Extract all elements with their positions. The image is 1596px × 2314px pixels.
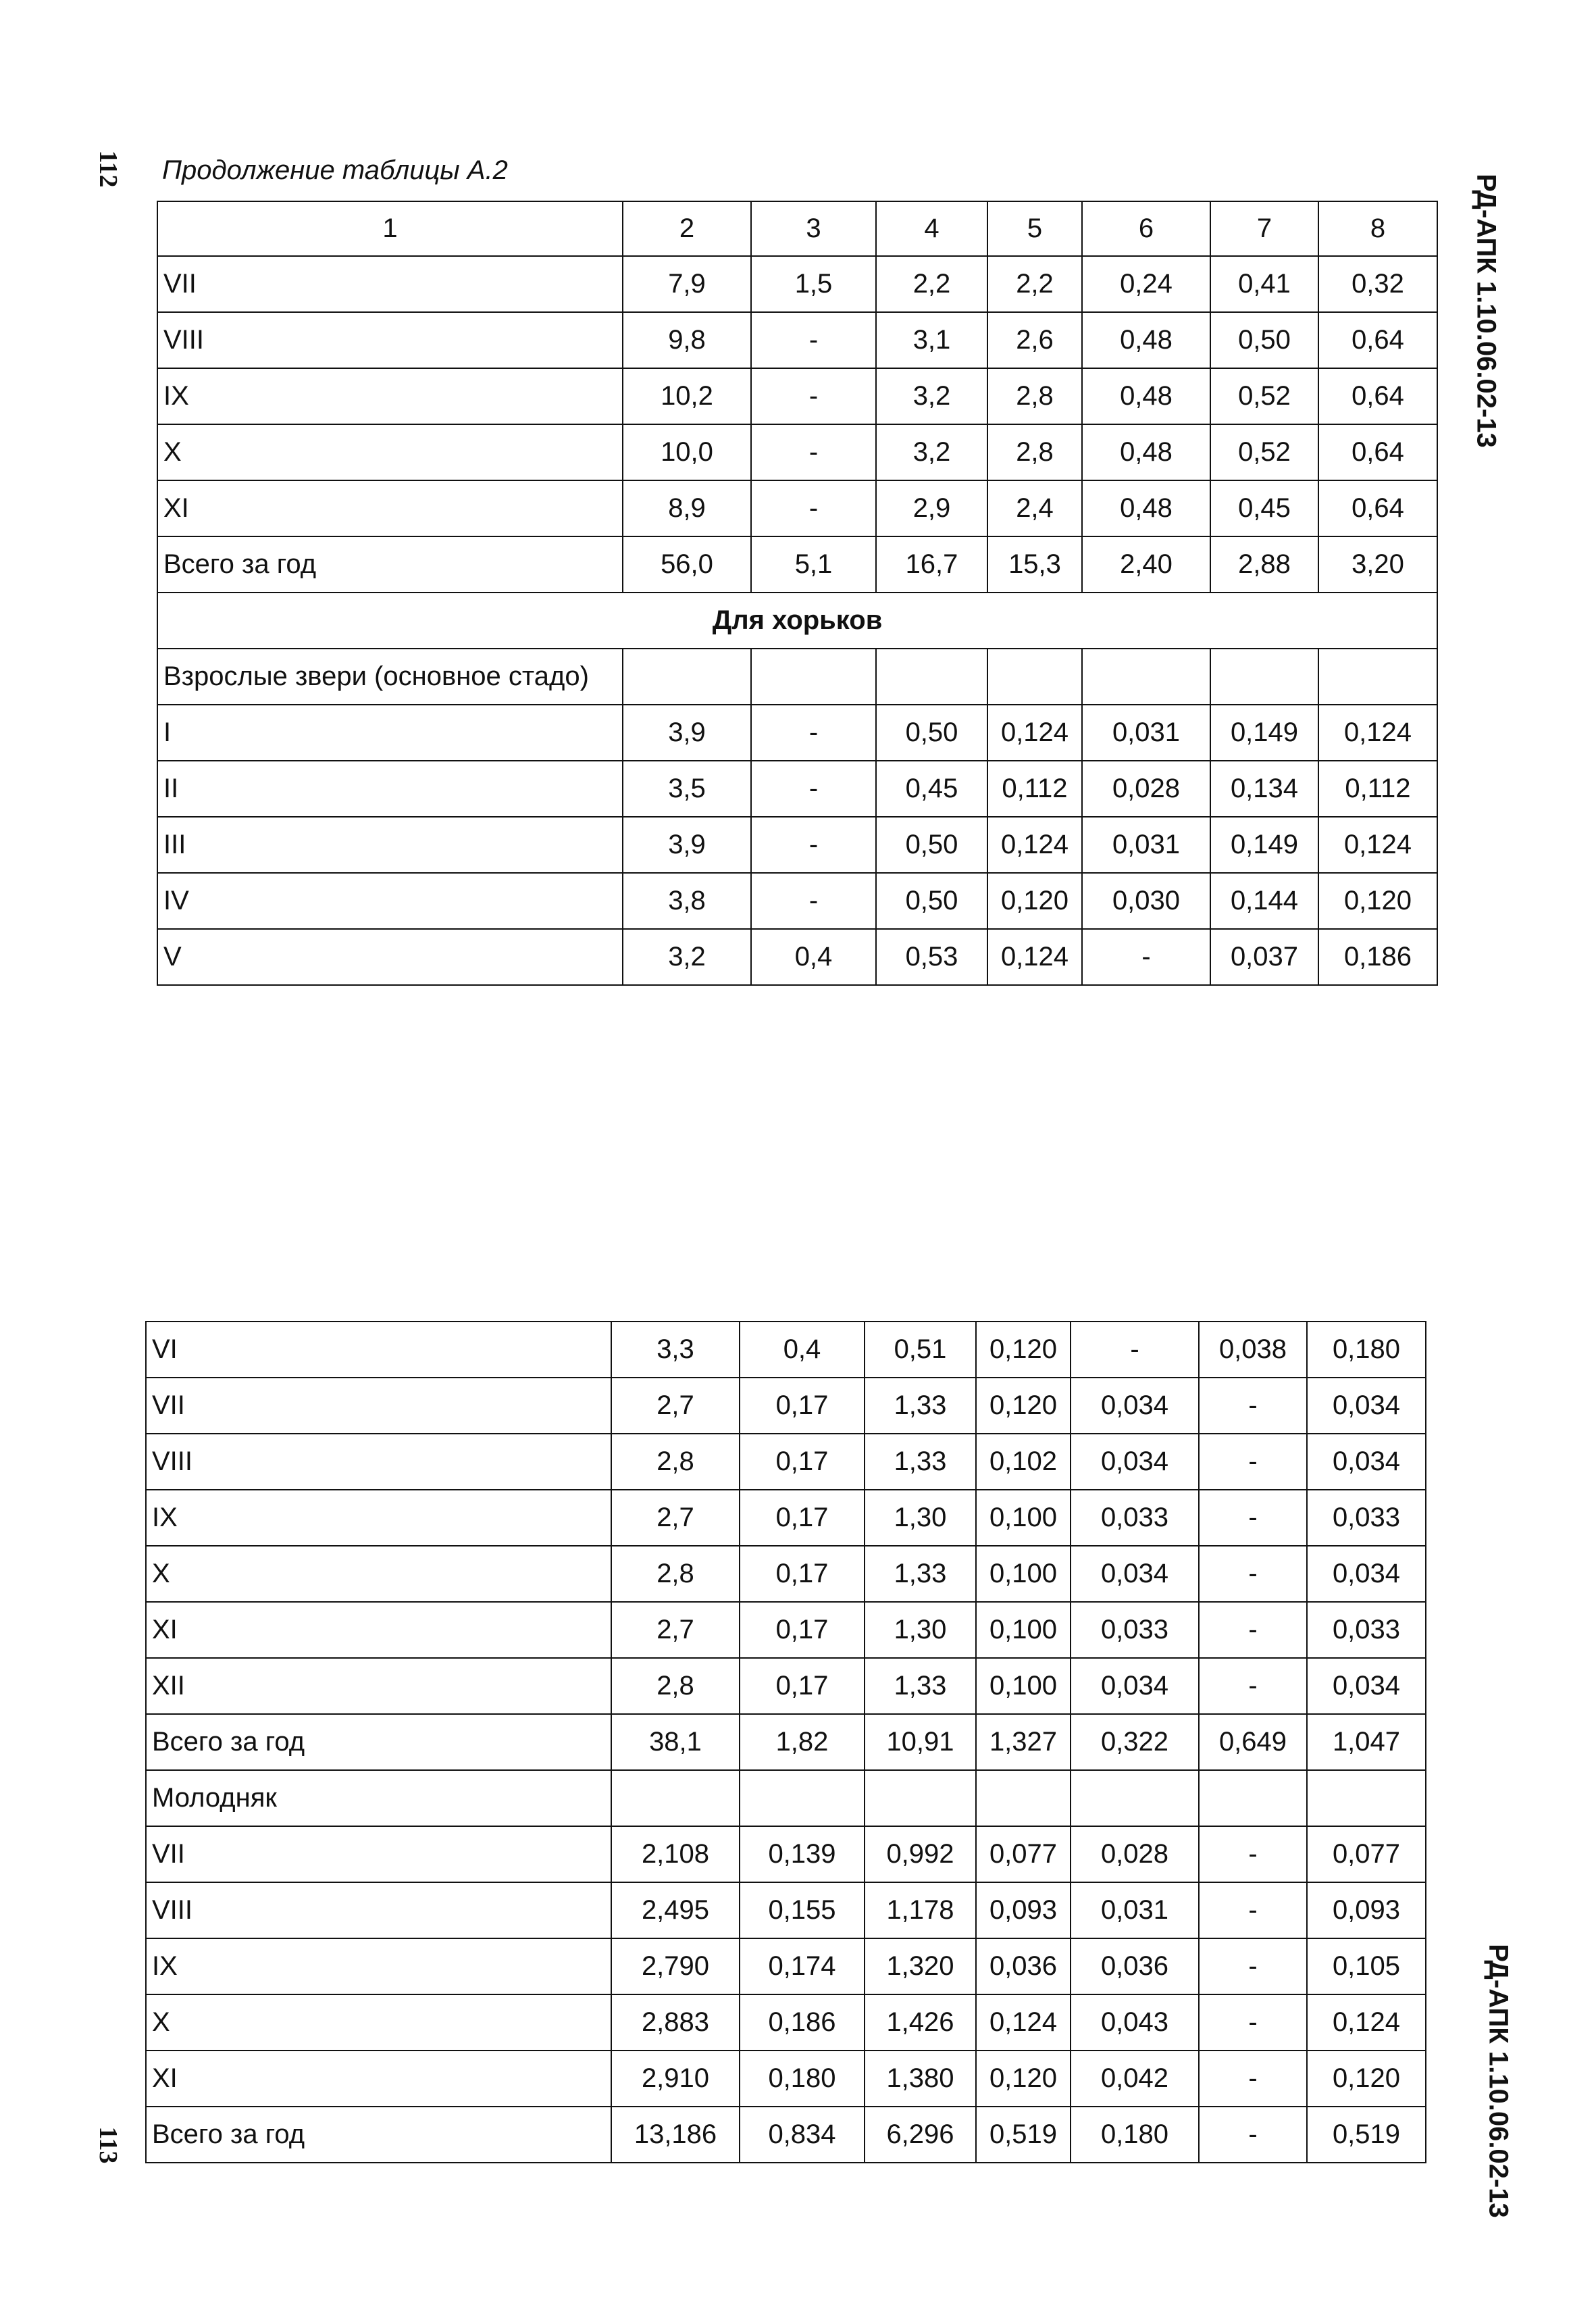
table-cell: 0,32 <box>1318 256 1437 312</box>
empty-cell <box>865 1770 976 1826</box>
row-label: X <box>146 1546 611 1602</box>
table-cell: 0,174 <box>740 1938 865 1994</box>
table-cell: 0,124 <box>1318 705 1437 761</box>
table-cell: 0,149 <box>1210 705 1318 761</box>
table-cell: 0,51 <box>865 1322 976 1378</box>
table-cell: 0,120 <box>976 2051 1071 2107</box>
row-label: X <box>157 424 623 480</box>
table-cell: 2,910 <box>611 2051 740 2107</box>
table-cell: 0,031 <box>1071 1882 1199 1938</box>
table-cell: 0,50 <box>876 705 987 761</box>
table-cell: - <box>1199 1378 1307 1434</box>
table-cell: - <box>1199 2051 1307 2107</box>
table-cell: - <box>751 424 876 480</box>
table-cell: 0,17 <box>740 1658 865 1714</box>
table-cell: 2,495 <box>611 1882 740 1938</box>
table-cell: 0,17 <box>740 1546 865 1602</box>
table-cell: 2,7 <box>611 1378 740 1434</box>
table-cell: - <box>1199 1602 1307 1658</box>
table-cell: 0,031 <box>1082 817 1210 873</box>
table-cell: 0,043 <box>1071 1994 1199 2051</box>
row-label: VI <box>146 1322 611 1378</box>
table-cell: 3,2 <box>623 929 751 985</box>
document-code-bottom: РД-АПК 1.10.06.02-13 <box>1483 1944 1514 2218</box>
table-cell: 2,7 <box>611 1602 740 1658</box>
table-row <box>146 1882 1426 1938</box>
table-cell: 6,296 <box>865 2107 976 2163</box>
table-cell: 0,034 <box>1071 1546 1199 1602</box>
table-cell: 7,9 <box>623 256 751 312</box>
row-label: XI <box>146 1602 611 1658</box>
table-row <box>157 480 1437 536</box>
row-label: X <box>146 1994 611 2051</box>
table-cell: 0,036 <box>976 1938 1071 1994</box>
table-cell: 1,33 <box>865 1658 976 1714</box>
row-label: IX <box>146 1490 611 1546</box>
table-row <box>157 256 1437 312</box>
group-label: Взрослые звери (основное стадо) <box>157 649 623 705</box>
table-cell: 0,077 <box>976 1826 1071 1882</box>
table-cell: - <box>1199 1938 1307 1994</box>
table-cell: 0,155 <box>740 1882 865 1938</box>
table-cell: 0,41 <box>1210 256 1318 312</box>
table-cell: 1,33 <box>865 1378 976 1434</box>
table-cell: 0,077 <box>1307 1826 1426 1882</box>
table-cell: 0,028 <box>1082 761 1210 817</box>
table-cell: 0,124 <box>987 929 1082 985</box>
table-cell: 1,82 <box>740 1714 865 1770</box>
empty-cell <box>611 1770 740 1826</box>
table-row <box>146 1602 1426 1658</box>
table-cell: 16,7 <box>876 536 987 593</box>
table-cell: 3,5 <box>623 761 751 817</box>
table-cell: 1,5 <box>751 256 876 312</box>
table-cell: 10,2 <box>623 368 751 424</box>
table-row <box>157 761 1437 817</box>
table-cell: 0,53 <box>876 929 987 985</box>
table-cell: 0,100 <box>976 1602 1071 1658</box>
table-cell: - <box>751 312 876 368</box>
table-cell: 13,186 <box>611 2107 740 2163</box>
table-row <box>146 1826 1426 1882</box>
row-label: IX <box>146 1938 611 1994</box>
empty-cell <box>751 649 876 705</box>
table-cell: 3,3 <box>611 1322 740 1378</box>
section-row <box>157 593 1437 649</box>
table-cell: 0,180 <box>1307 1322 1426 1378</box>
empty-cell <box>987 649 1082 705</box>
table-cell: 15,3 <box>987 536 1082 593</box>
table-row <box>146 2107 1426 2163</box>
table-cell: 2,8 <box>611 1546 740 1602</box>
table-cell: 3,8 <box>623 873 751 929</box>
table-cell: 0,112 <box>1318 761 1437 817</box>
table-cell: - <box>751 480 876 536</box>
table-cell: 1,30 <box>865 1490 976 1546</box>
table-cell: 1,178 <box>865 1882 976 1938</box>
table-row <box>157 929 1437 985</box>
row-label: V <box>157 929 623 985</box>
table-row <box>146 2051 1426 2107</box>
table-cell: 8,9 <box>623 480 751 536</box>
table-row <box>146 1714 1426 1770</box>
table-cell: - <box>1082 929 1210 985</box>
table-cell: - <box>751 368 876 424</box>
table-cell: 0,17 <box>740 1378 865 1434</box>
table-cell: 0,093 <box>976 1882 1071 1938</box>
table-cell: 0,134 <box>1210 761 1318 817</box>
table-cell: 1,380 <box>865 2051 976 2107</box>
table-cell: - <box>751 761 876 817</box>
row-label: VII <box>146 1378 611 1434</box>
row-label: VIII <box>146 1434 611 1490</box>
table-cell: 0,100 <box>976 1658 1071 1714</box>
table-cell: 2,7 <box>611 1490 740 1546</box>
column-header: 5 <box>987 201 1082 256</box>
table-cell: 0,144 <box>1210 873 1318 929</box>
table-cell: 2,8 <box>611 1434 740 1490</box>
column-header: 3 <box>751 201 876 256</box>
row-label: II <box>157 761 623 817</box>
table-cell: 0,992 <box>865 1826 976 1882</box>
table-cell: 0,120 <box>987 873 1082 929</box>
table-cell: 1,30 <box>865 1602 976 1658</box>
table-cell: 0,120 <box>1318 873 1437 929</box>
empty-cell <box>976 1770 1071 1826</box>
table-cell: 0,034 <box>1071 1658 1199 1714</box>
table-cell: 0,52 <box>1210 424 1318 480</box>
table-cell: 1,426 <box>865 1994 976 2051</box>
table-cell: - <box>1199 1994 1307 2051</box>
table-row <box>157 312 1437 368</box>
table-cell: 2,6 <box>987 312 1082 368</box>
table-cell: 3,20 <box>1318 536 1437 593</box>
table-cell: 0,48 <box>1082 312 1210 368</box>
empty-cell <box>1082 649 1210 705</box>
empty-cell <box>740 1770 865 1826</box>
row-label: Всего за год <box>157 536 623 593</box>
empty-cell <box>1071 1770 1199 1826</box>
table-cell: 2,2 <box>987 256 1082 312</box>
table-cell: 0,322 <box>1071 1714 1199 1770</box>
table-row <box>146 1322 1426 1378</box>
table-cell: - <box>751 817 876 873</box>
group-row <box>146 1770 1426 1826</box>
table-cell: 3,2 <box>876 368 987 424</box>
table-cell: 0,120 <box>976 1322 1071 1378</box>
table-cell: 3,9 <box>623 817 751 873</box>
table-cell: 3,1 <box>876 312 987 368</box>
table-row <box>146 1658 1426 1714</box>
table-cell: 2,88 <box>1210 536 1318 593</box>
table-cell: 2,40 <box>1082 536 1210 593</box>
column-header: 1 <box>157 201 623 256</box>
column-header: 2 <box>623 201 751 256</box>
empty-cell <box>1210 649 1318 705</box>
table-cell: 2,8 <box>611 1658 740 1714</box>
table-cell: 1,33 <box>865 1434 976 1490</box>
table-cell: 0,4 <box>751 929 876 985</box>
row-label: Всего за год <box>146 2107 611 2163</box>
table-cell: 0,102 <box>976 1434 1071 1490</box>
column-header: 8 <box>1318 201 1437 256</box>
row-label: VII <box>157 256 623 312</box>
table-cell: 0,519 <box>1307 2107 1426 2163</box>
table-row <box>146 1378 1426 1434</box>
section-title: Для хорьков <box>157 593 1437 649</box>
table-cell: 0,038 <box>1199 1322 1307 1378</box>
table-cell: 0,124 <box>1307 1994 1426 2051</box>
table-cell: - <box>1199 1658 1307 1714</box>
table-cell: 0,139 <box>740 1826 865 1882</box>
table-cell: 2,8 <box>987 368 1082 424</box>
table-row <box>157 424 1437 480</box>
row-label: XII <box>146 1658 611 1714</box>
table-cell: 1,327 <box>976 1714 1071 1770</box>
table-cell: 0,64 <box>1318 368 1437 424</box>
table-cell: 0,48 <box>1082 368 1210 424</box>
table-cell: 0,186 <box>1318 929 1437 985</box>
row-label: VII <box>146 1826 611 1882</box>
table-cell: 9,8 <box>623 312 751 368</box>
table-cell: 0,033 <box>1307 1602 1426 1658</box>
table-row <box>157 536 1437 593</box>
table-cell: 0,120 <box>976 1378 1071 1434</box>
table-cell: 0,034 <box>1071 1434 1199 1490</box>
table-cell: 0,093 <box>1307 1882 1426 1938</box>
table-row <box>146 1434 1426 1490</box>
table-row <box>157 873 1437 929</box>
column-header: 4 <box>876 201 987 256</box>
table-row <box>146 1490 1426 1546</box>
row-label: XI <box>157 480 623 536</box>
table-cell: 0,48 <box>1082 424 1210 480</box>
table-cell: 0,519 <box>976 2107 1071 2163</box>
table-row <box>146 1546 1426 1602</box>
table-cell: 38,1 <box>611 1714 740 1770</box>
row-label: XI <box>146 2051 611 2107</box>
header-row <box>157 201 1437 256</box>
table-cell: 0,17 <box>740 1434 865 1490</box>
table-cell: 0,45 <box>1210 480 1318 536</box>
table-cell: 2,108 <box>611 1826 740 1882</box>
table-cell: 0,17 <box>740 1490 865 1546</box>
table-cell: 0,030 <box>1082 873 1210 929</box>
row-label: VIII <box>157 312 623 368</box>
table-cell: 0,48 <box>1082 480 1210 536</box>
table-cell: 2,8 <box>987 424 1082 480</box>
page-number-top: 112 <box>94 150 122 188</box>
table-cell: 0,100 <box>976 1546 1071 1602</box>
table-cell: 0,037 <box>1210 929 1318 985</box>
table-cell: - <box>751 873 876 929</box>
table-cell: - <box>1199 1434 1307 1490</box>
table-cell: 0,033 <box>1307 1490 1426 1546</box>
table-cell: 0,50 <box>1210 312 1318 368</box>
table-cell: 3,9 <box>623 705 751 761</box>
table-cell: 0,24 <box>1082 256 1210 312</box>
table-cell: 0,124 <box>987 705 1082 761</box>
table-cell: 0,124 <box>1318 817 1437 873</box>
table-cell: 0,649 <box>1199 1714 1307 1770</box>
table-cell: 10,91 <box>865 1714 976 1770</box>
table-cell: 0,834 <box>740 2107 865 2163</box>
table-row <box>146 1994 1426 2051</box>
table-cell: 0,034 <box>1307 1378 1426 1434</box>
table-cell: 0,180 <box>1071 2107 1199 2163</box>
table-cell: 2,9 <box>876 480 987 536</box>
empty-cell <box>1307 1770 1426 1826</box>
table-cell: 0,034 <box>1307 1546 1426 1602</box>
row-label: VIII <box>146 1882 611 1938</box>
table-cell: 2,790 <box>611 1938 740 1994</box>
table-cell: 0,4 <box>740 1322 865 1378</box>
table-cell: 2,883 <box>611 1994 740 2051</box>
table-cell: - <box>1199 1882 1307 1938</box>
table-row <box>157 705 1437 761</box>
empty-cell <box>623 649 751 705</box>
empty-cell <box>1199 1770 1307 1826</box>
table-cell: 0,028 <box>1071 1826 1199 1882</box>
table-row <box>146 1938 1426 1994</box>
table-cell: - <box>1199 1490 1307 1546</box>
table-cell: 0,120 <box>1307 2051 1426 2107</box>
table-cell: 0,45 <box>876 761 987 817</box>
data-table-bottom <box>145 1321 1426 2163</box>
table-cell: 10,0 <box>623 424 751 480</box>
table-cell: 2,2 <box>876 256 987 312</box>
table-cell: 1,320 <box>865 1938 976 1994</box>
table-cell: 5,1 <box>751 536 876 593</box>
table-cell: 0,149 <box>1210 817 1318 873</box>
table-cell: 0,112 <box>987 761 1082 817</box>
row-label: IX <box>157 368 623 424</box>
group-row <box>157 649 1437 705</box>
table-cell: 0,124 <box>987 817 1082 873</box>
table-cell: 1,33 <box>865 1546 976 1602</box>
column-header: 6 <box>1082 201 1210 256</box>
empty-cell <box>1318 649 1437 705</box>
table-cell: 3,2 <box>876 424 987 480</box>
table-caption: Продолжение таблицы А.2 <box>162 155 508 185</box>
table-cell: 0,036 <box>1071 1938 1199 1994</box>
table-cell: 0,64 <box>1318 480 1437 536</box>
table-cell: - <box>751 705 876 761</box>
table-cell: 0,17 <box>740 1602 865 1658</box>
document-code-top: РД-АПК 1.10.06.02-13 <box>1471 174 1501 448</box>
table-cell: 0,105 <box>1307 1938 1426 1994</box>
page-number-bottom: 113 <box>94 2126 122 2164</box>
table-cell: 0,034 <box>1071 1378 1199 1434</box>
table-cell: 1,047 <box>1307 1714 1426 1770</box>
table-cell: 56,0 <box>623 536 751 593</box>
table-cell: 0,124 <box>976 1994 1071 2051</box>
table-cell: 0,100 <box>976 1490 1071 1546</box>
row-label: IV <box>157 873 623 929</box>
data-table-top <box>157 201 1438 986</box>
table-cell: 0,034 <box>1307 1434 1426 1490</box>
column-header: 7 <box>1210 201 1318 256</box>
empty-cell <box>876 649 987 705</box>
row-label: Всего за год <box>146 1714 611 1770</box>
table-cell: 0,52 <box>1210 368 1318 424</box>
table-cell: 0,042 <box>1071 2051 1199 2107</box>
table-cell: 0,50 <box>876 873 987 929</box>
table-cell: 0,033 <box>1071 1490 1199 1546</box>
table-cell: 0,031 <box>1082 705 1210 761</box>
table-cell: 0,50 <box>876 817 987 873</box>
table-cell: 0,64 <box>1318 424 1437 480</box>
table-cell: 0,034 <box>1307 1658 1426 1714</box>
table-cell: - <box>1199 1826 1307 1882</box>
table-row <box>157 817 1437 873</box>
table-cell: 0,180 <box>740 2051 865 2107</box>
table-cell: - <box>1199 1546 1307 1602</box>
table-cell: - <box>1071 1322 1199 1378</box>
row-label: III <box>157 817 623 873</box>
table-cell: 0,033 <box>1071 1602 1199 1658</box>
table-row <box>157 368 1437 424</box>
table-cell: 0,186 <box>740 1994 865 2051</box>
table-cell: 2,4 <box>987 480 1082 536</box>
row-label: I <box>157 705 623 761</box>
table-cell: - <box>1199 2107 1307 2163</box>
group-label: Молодняк <box>146 1770 611 1826</box>
table-cell: 0,64 <box>1318 312 1437 368</box>
